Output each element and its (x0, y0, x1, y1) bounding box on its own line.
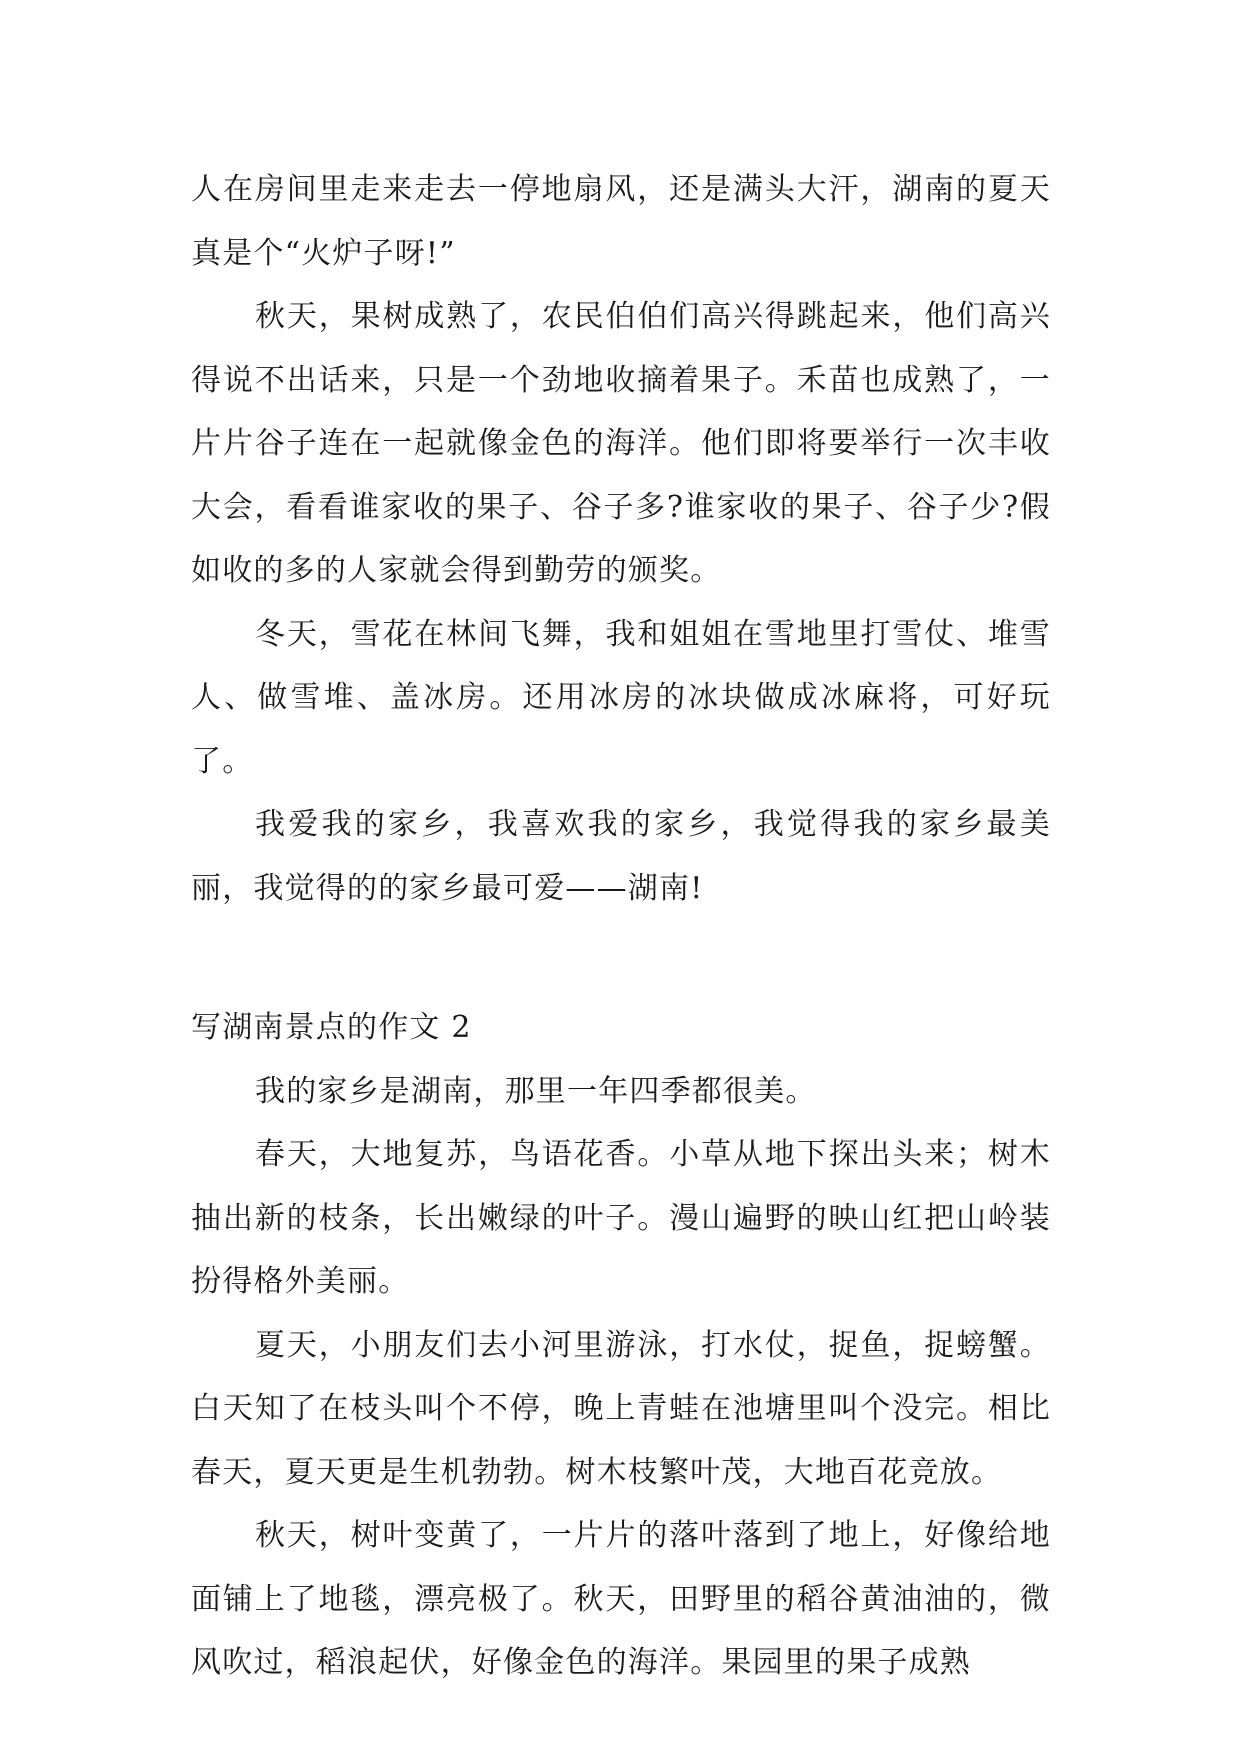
paragraph-intro: 我的家乡是湖南，那里一年四季都很美。 (255, 1073, 817, 1109)
section-spacer (191, 920, 1051, 996)
paragraph-love-hometown: 我爱我的家乡，我喜欢我的家乡，我觉得我的家乡最美丽，我觉得的的家乡最可爱——湖南! (191, 807, 1051, 906)
document-body (191, 158, 1051, 1695)
paragraph-summer: 夏天，小朋友们去小河里游泳，打水仗，捉鱼，捉螃蟹。白天知了在枝头叫个不停，晚上青蛙在池塘里叫个没完。相比春天，夏天更是生机勃勃。树木枝繁叶茂，大地百花竞放。 (191, 1327, 1051, 1490)
paragraph-spring: 春天，大地复苏，鸟语花香。小草从地下探出头来；树木抽出新的枝条，长出嫩绿的叶子。漫山遍野的映山红把山岭装扮得格外美丽。 (191, 1137, 1051, 1299)
paragraph-summer-continued: 人在房间里走来走去一停地扇风，还是满头大汗，湖南的夏天真是个“火炉子呀!” (191, 172, 1051, 271)
essay-heading: 写湖南景点的作文 2 (191, 1010, 472, 1045)
paragraph-autumn-harvest: 秋天，果树成熟了，农民伯伯们高兴得跳起来，他们高兴得说不出话来，只是一个劲地收摘着果子。禾苗也成熟了，一片片谷子连在一起就像金色的海洋。他们即将要举行一次丰收大会，看看谁家收的果子、谷子多?谁家收的果子、谷子少?假如收的多的人家就会得到勤劳的颁奖。 (191, 299, 1051, 588)
paragraph-autumn: 秋天，树叶变黄了，一片片的落叶落到了地上，好像给地面铺上了地毯，漂亮极了。秋天，田野里的稻谷黄油油的，微风吹过，稻浪起伏，好像金色的海洋。果园里的果子成熟 (191, 1518, 1051, 1680)
paragraph-winter-snow: 冬天，雪花在林间飞舞，我和姐姐在雪地里打雪仗、堆雪人、做雪堆、盖冰房。还用冰房的冰块做成冰麻将，可好玩了。 (191, 616, 1051, 779)
